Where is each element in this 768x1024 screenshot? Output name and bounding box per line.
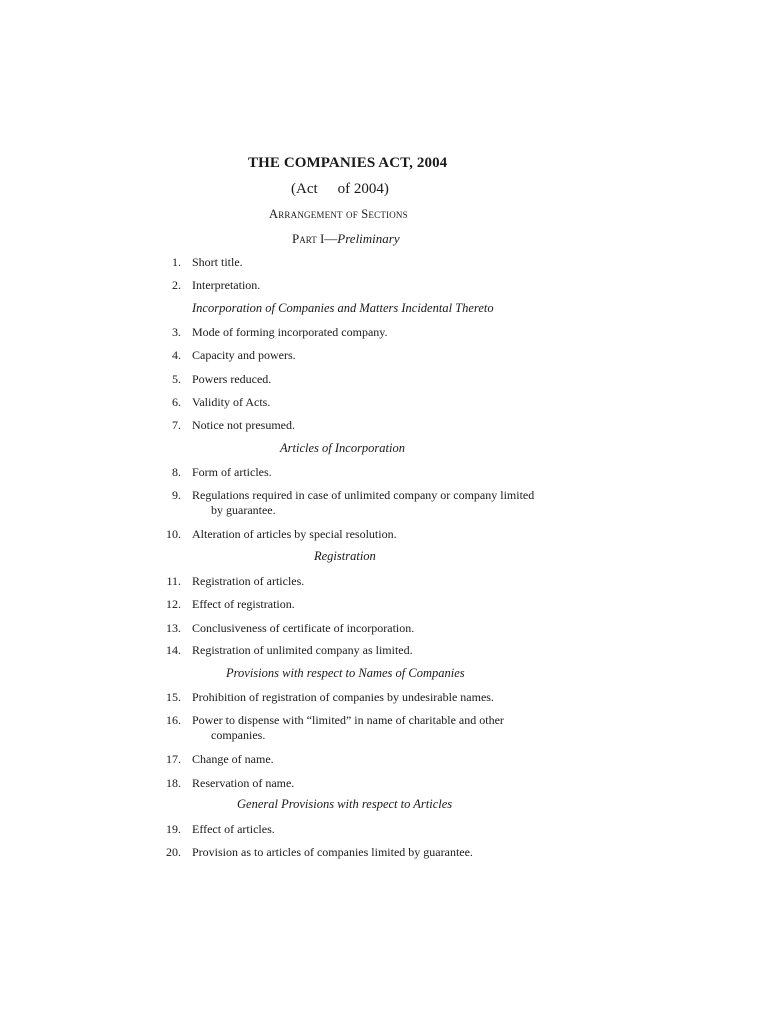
section-title-block [192,488,544,518]
section-title: Alteration of articles by special resolution. [192,527,397,541]
section-title-continuation: by guarantee. [211,503,276,517]
section-number: 15. [166,690,181,704]
section-title: Effect of registration. [192,597,295,611]
section-number: 14. [166,643,181,657]
section-title-continuation: companies. [211,728,266,742]
part-heading [292,232,400,245]
section-title: Provision as to articles of companies limited by guarantee. [192,845,473,859]
part-label: Part I [292,231,325,246]
section-number: 13. [166,621,181,635]
section-title: Mode of forming incorporated company. [192,325,388,339]
part-dash: — [324,231,338,246]
arrangement-heading: Arrangement of Sections [269,207,408,221]
act-reference [291,182,389,197]
section-title: Power to dispense with “limited” in name of charitable and other [192,713,504,727]
section-number: 11. [166,574,181,588]
document-title: THE COMPANIES ACT, 2004 [248,155,448,171]
section-title: Registration of unlimited company as limited. [192,643,413,657]
part-name: Preliminary [337,231,400,246]
section-number: 10. [166,527,181,541]
group-heading: Incorporation of Companies and Matters Incidental Thereto [192,301,494,315]
section-number: 4. [172,348,181,362]
section-title: Interpretation. [192,278,261,292]
section-title: Validity of Acts. [192,395,271,409]
section-title: Regulations required in case of unlimited company or company limited [192,488,535,502]
group-heading: Articles of Incorporation [280,441,405,455]
section-number: 16. [166,713,181,727]
act-reference-right: of 2004) [337,181,389,197]
section-number: 9. [172,488,181,502]
section-title: Prohibition of registration of companies by undesirable names. [192,690,494,704]
section-number: 2. [172,278,181,292]
section-title: Capacity and powers. [192,348,296,362]
group-heading: Registration [314,549,376,563]
section-number: 19. [166,822,181,836]
section-title: Form of articles. [192,465,272,479]
group-heading: Provisions with respect to Names of Companies [226,666,465,680]
section-title: Conclusiveness of certificate of incorporation. [192,621,415,635]
section-title: Notice not presumed. [192,418,295,432]
section-number: 20. [166,845,181,859]
section-number: 1. [172,255,181,269]
section-number: 3. [172,325,181,339]
section-number: 18. [166,776,181,790]
section-title: Short title. [192,255,243,269]
section-number: 17. [166,752,181,766]
act-reference-left: (Act [291,181,318,197]
section-title: Change of name. [192,752,274,766]
section-number: 7. [172,418,181,432]
section-title: Powers reduced. [192,372,272,386]
section-title: Effect of articles. [192,822,275,836]
section-title-block [192,713,544,743]
section-title: Reservation of name. [192,776,295,790]
group-heading: General Provisions with respect to Articles [237,797,453,811]
section-title: Registration of articles. [192,574,305,588]
section-number: 12. [166,597,181,611]
section-number: 8. [172,465,181,479]
section-number: 6. [172,395,181,409]
section-number: 5. [172,372,181,386]
